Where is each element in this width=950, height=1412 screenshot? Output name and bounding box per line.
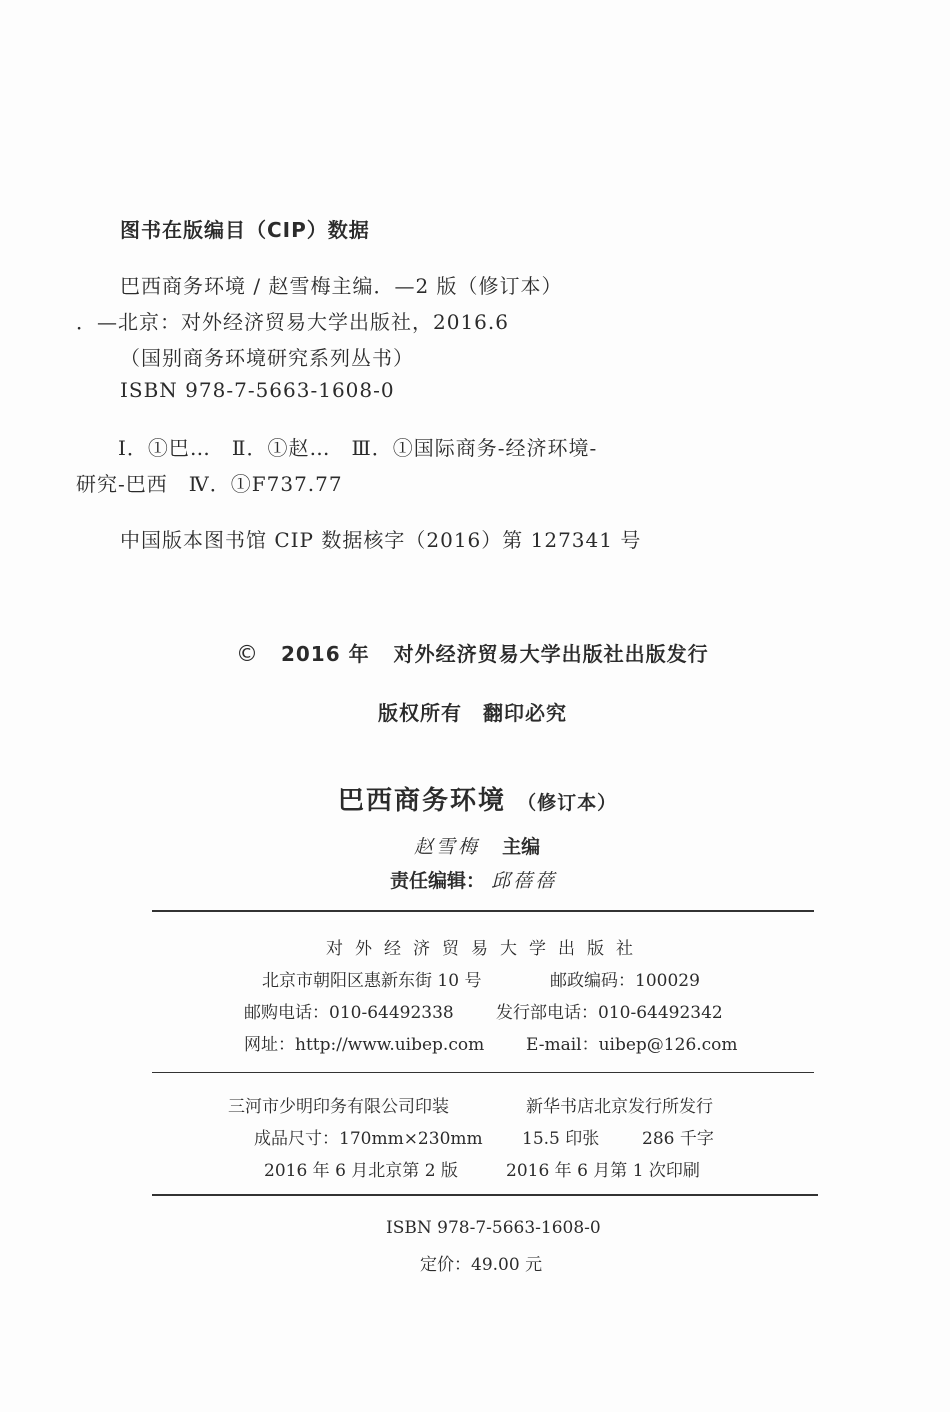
editor-role: 主编 [502,836,541,858]
printer: 三河市少明印务有限公司印装 [228,1097,449,1117]
cip-verification: 中国版本图书馆 CIP 数据核字（2016）第 127341 号 [120,528,642,552]
publisher-address: 北京市朝阳区惠新东街 10 号 [262,971,482,991]
divider-bottom [152,1194,818,1196]
publisher-website: 网址：http://www.uibep.com [244,1035,485,1055]
word-count: 286 千字 [642,1129,714,1149]
copyright-statement: 对外经济贸易大学出版社出版发行 [393,642,709,666]
mail-order-phone: 邮购电话：010-64492338 [244,1003,454,1023]
publisher-postcode: 邮政编码：100029 [550,971,700,991]
book-size: 成品尺寸：170mm×230mm [254,1129,483,1149]
footer-isbn: ISBN 978-7-5663-1608-0 [386,1218,601,1238]
cip-classification-line-2: 研究-巴西 Ⅳ．①F737.77 [76,472,343,496]
responsible-editor-name: 邱蓓蓓 [491,870,558,892]
editor-line [414,832,540,859]
responsible-editor-line [390,866,557,893]
cip-line-publisher: ．—北京：对外经济贸易大学出版社，2016.6 [76,310,509,334]
distributor: 新华书店北京发行所发行 [526,1097,713,1117]
rights-reserved: 版权所有 翻印必究 [378,701,567,725]
cip-heading: 图书在版编目（CIP）数据 [120,218,370,242]
print-sheets: 15.5 印张 [522,1129,600,1149]
responsible-editor-label: 责任编辑： [390,870,486,892]
copyright-line [236,638,709,667]
book-title-block [338,780,617,817]
cip-line-series: （国别商务环境研究系列丛书） [120,346,414,370]
publisher-name: 对外经济贸易大学出版社 [326,939,645,959]
impression-info: 2016 年 6 月第 1 次印刷 [506,1161,700,1181]
footer-price: 定价：49.00 元 [420,1255,543,1275]
publisher-email: E-mail：uibep@126.com [526,1035,738,1055]
cip-line-isbn: ISBN 978-7-5663-1608-0 [120,378,395,402]
book-edition-note: （修订本） [517,792,618,814]
edition-info: 2016 年 6 月北京第 2 版 [264,1161,458,1181]
cip-classification-line-1: Ⅰ．①巴… Ⅱ．①赵… Ⅲ．①国际商务-经济环境- [118,436,598,460]
copyright-icon: © [236,642,259,667]
copyright-year: 2016 年 [280,642,370,666]
editor-name: 赵雪梅 [414,836,481,858]
distribution-phone: 发行部电话：010-64492342 [496,1003,723,1023]
book-title: 巴西商务环境 [338,786,507,816]
divider-middle [152,1072,814,1073]
divider-top [152,910,814,912]
cip-line-title: 巴西商务环境 / 赵雪梅主编．—2 版（修订本） [120,274,563,298]
